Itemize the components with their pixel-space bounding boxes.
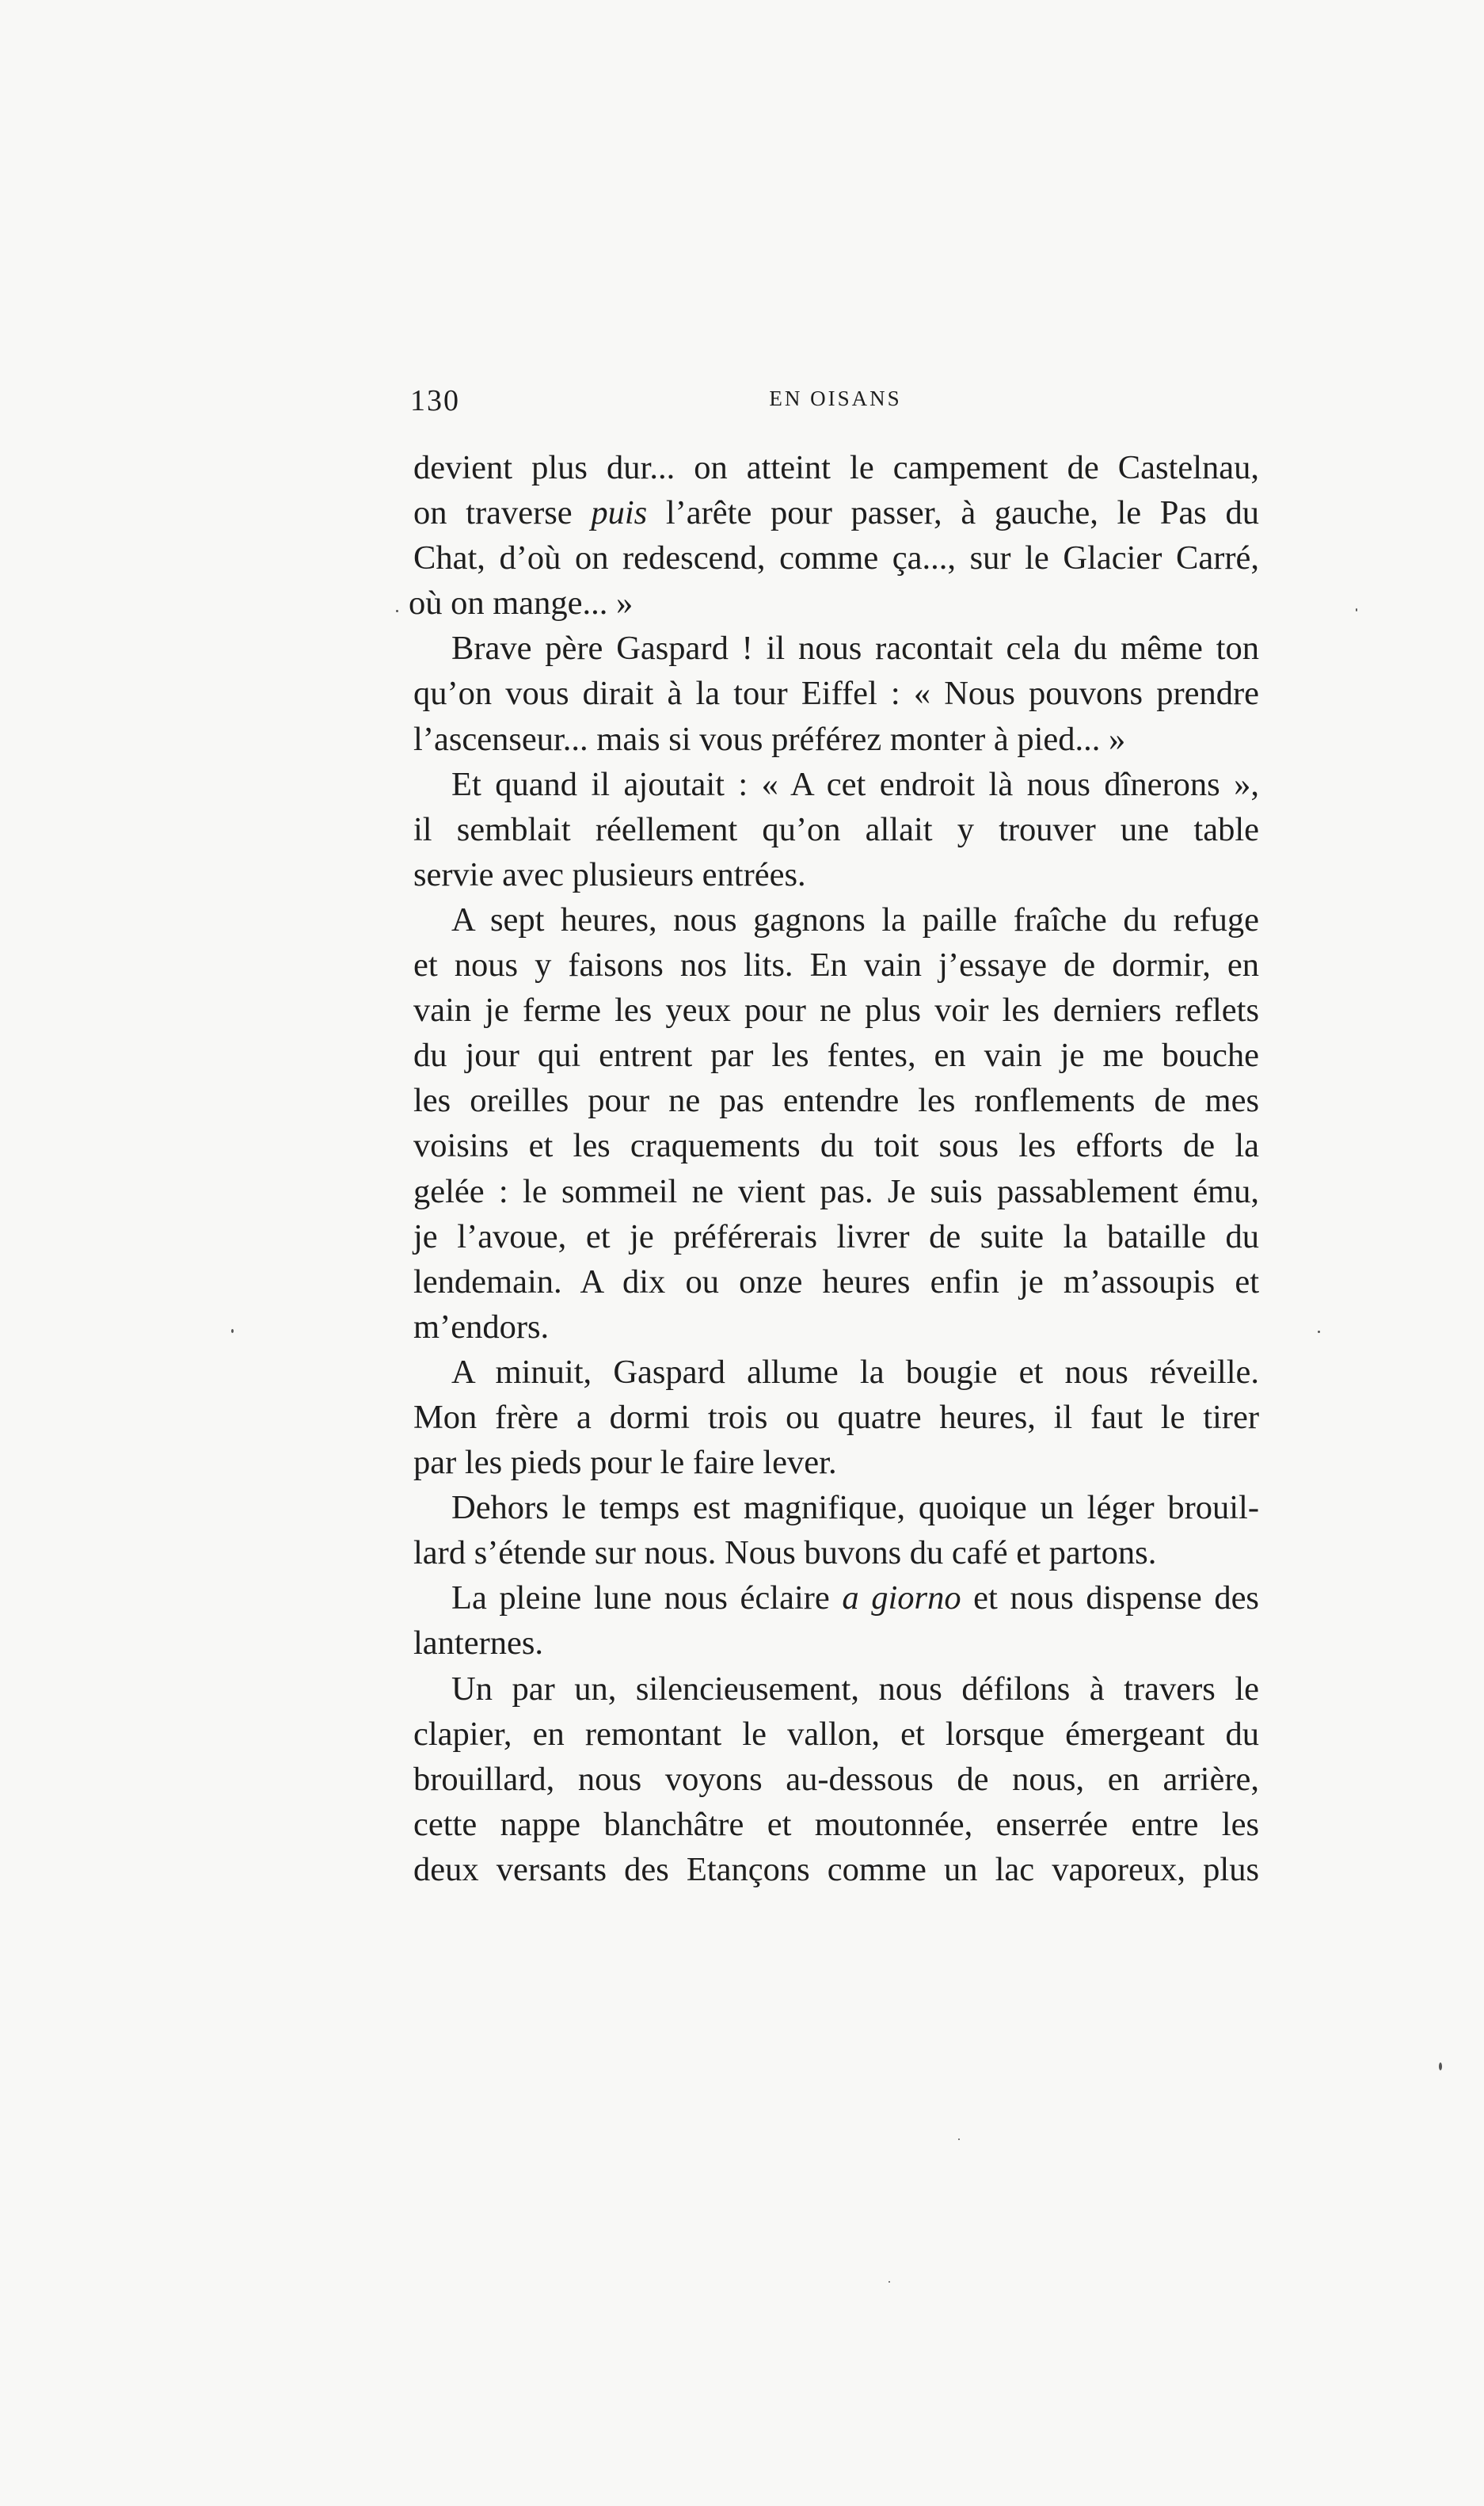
text-segment: Et quand il ajoutait : « A cet endroit là nous dînerons », — [451, 765, 1259, 803]
text-line — [413, 490, 1259, 535]
text-segment: devient plus dur... on atteint le campement de Castelnau, — [413, 449, 1259, 486]
text-line — [413, 1304, 1259, 1350]
text-line — [413, 1621, 1259, 1666]
text-segment: qu’on vous dirait à la tour Eiffel : « Nous pouvons prendre — [413, 675, 1259, 713]
page-number: 130 — [410, 384, 460, 417]
text-line — [413, 943, 1259, 988]
text-segment: du jour qui entrent par les fentes, en vain je me bouche — [413, 1037, 1259, 1075]
text-segment: et nous y faisons nos lits. En vain j’essaye de dormir, en — [413, 946, 1259, 984]
italic-phrase: puis — [591, 494, 648, 532]
text-line — [413, 1575, 1259, 1621]
text-line — [409, 581, 1259, 626]
italic-phrase: a giorno — [842, 1579, 961, 1617]
text-segment: les oreilles pour ne pas entendre les ronflements de mes — [413, 1082, 1259, 1120]
paper-speck — [231, 1329, 234, 1333]
text-line — [413, 988, 1259, 1033]
text-line — [413, 1666, 1259, 1712]
text-segment: lanternes. — [413, 1624, 544, 1662]
text-segment: l’arête pour passer, à gauche, le Pas du — [647, 494, 1259, 532]
text-segment: il semblait réellement qu’on allait y trouver une table — [413, 810, 1259, 848]
body-text — [409, 445, 1259, 1892]
text-segment: par les pieds pour le faire lever. — [413, 1444, 837, 1482]
text-line — [413, 897, 1259, 943]
text-segment: Dehors le temps est magnifique, quoique un léger brouil- — [451, 1489, 1259, 1527]
text-segment: Un par un, silencieusement, nous défilons à travers le — [451, 1670, 1259, 1708]
running-title: EN OISANS — [769, 387, 902, 410]
text-line — [413, 1033, 1259, 1078]
text-line — [413, 1802, 1259, 1847]
text-line — [413, 1259, 1259, 1304]
text-line — [413, 1214, 1259, 1259]
text-line — [413, 1757, 1259, 1802]
text-segment: voisins et les craquements du toit sous les efforts de la — [413, 1127, 1259, 1165]
text-segment: lendemain. A dix ou onze heures enfin je m’assoupis et — [413, 1263, 1259, 1301]
text-segment: A minuit, Gaspard allume la bougie et nous réveille. — [451, 1353, 1259, 1391]
text-line — [413, 762, 1259, 807]
text-line — [413, 1440, 1259, 1485]
text-segment: brouillard, nous voyons au-dessous de nous, en arrière, — [413, 1760, 1259, 1798]
paper-speck — [1439, 2062, 1442, 2070]
text-segment: Mon frère a dormi trois ou quatre heures, il faut le tirer — [413, 1398, 1259, 1436]
text-segment: m’endors. — [413, 1308, 550, 1346]
text-line — [413, 1530, 1259, 1575]
text-line — [413, 626, 1259, 671]
text-segment: et nous dispense des — [961, 1579, 1259, 1617]
text-segment: l’ascenseur... mais si vous préférez monter à pied... » — [413, 720, 1126, 758]
text-line — [413, 445, 1259, 490]
text-segment: Brave père Gaspard ! il nous racontait cela du même ton — [451, 630, 1259, 668]
text-segment: Chat, d’où on redescend, comme ça..., sur le Glacier Carré, — [413, 539, 1259, 577]
text-segment: deux versants des Etançons comme un lac vaporeux, plus — [413, 1850, 1259, 1888]
running-head — [410, 383, 1261, 423]
text-segment: A sept heures, nous gagnons la paille fraîche du refuge — [451, 901, 1259, 939]
text-line — [413, 1395, 1259, 1440]
text-segment: on traverse — [413, 494, 592, 532]
text-segment: je l’avoue, et je préférerais livrer de suite la bataille du — [413, 1217, 1259, 1255]
text-line — [413, 1350, 1259, 1395]
text-segment: gelée : le sommeil ne vient pas. Je suis passablement ému, — [413, 1172, 1259, 1210]
text-segment: servie avec plusieurs entrées. — [413, 855, 806, 893]
text-line — [413, 1078, 1259, 1123]
text-segment: cette nappe blanchâtre et moutonnée, enserrée entre les — [413, 1805, 1259, 1843]
paper-speck — [1318, 1331, 1320, 1333]
text-segment: lard s’étende sur nous. Nous buvons du café et partons. — [413, 1534, 1157, 1572]
text-line — [413, 1123, 1259, 1168]
text-line — [413, 535, 1259, 581]
text-line — [413, 1169, 1259, 1214]
paper-speck — [396, 610, 398, 612]
text-line — [413, 852, 1259, 897]
text-segment: clapier, en remontant le vallon, et lorsque émergeant du — [413, 1715, 1259, 1753]
paper-speck — [888, 2281, 890, 2283]
text-line — [413, 1485, 1259, 1530]
text-line — [413, 1712, 1259, 1757]
text-segment: La pleine lune nous éclaire — [451, 1579, 843, 1617]
paper-speck — [958, 2138, 960, 2140]
text-segment: vain je ferme les yeux pour ne plus voir les derniers reflets — [413, 992, 1259, 1030]
text-line — [413, 807, 1259, 852]
text-line — [413, 717, 1259, 762]
text-line — [413, 1847, 1259, 1892]
text-segment: où on mange... » — [409, 585, 634, 623]
text-line — [413, 671, 1259, 716]
paper-speck — [1356, 608, 1357, 611]
